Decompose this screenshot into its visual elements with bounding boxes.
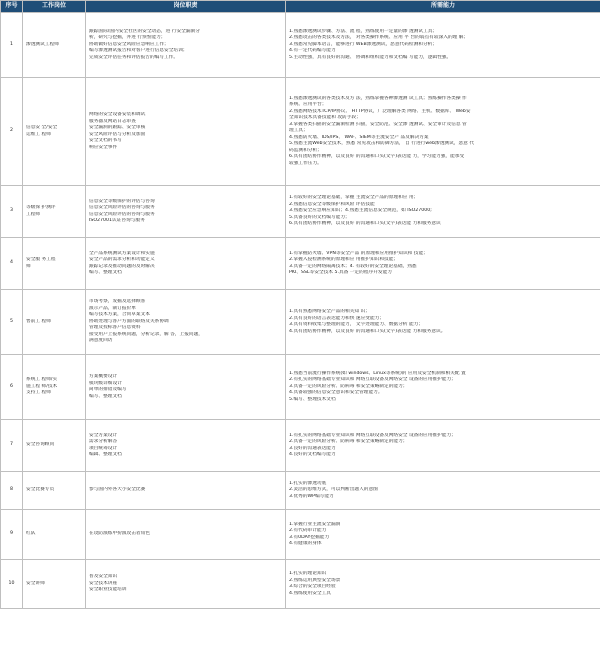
header-position: 工作岗位 — [23, 1, 86, 13]
duty-line: 网络的安全设备安装和调试 — [89, 112, 146, 117]
duty-line: 安全产品的需求分析和功能定义 — [89, 257, 155, 262]
position-cell — [23, 510, 86, 560]
abilities-cell — [286, 290, 600, 355]
position-text: 师 — [26, 263, 31, 269]
ability-line: 2.有代码审计能力 — [289, 528, 327, 533]
duty-line: 全产品系统测试方案设计和实施 — [89, 250, 155, 256]
duty-line: 完成安全评估任务和评估报告的编写工作。 — [89, 54, 179, 60]
duty-line: 市场考察，发掘及选择顾客 — [89, 299, 146, 305]
duties-cell — [86, 560, 286, 609]
duty-line: 安全漏洞的跟踪、安全审核 — [89, 125, 146, 130]
duties-cell — [86, 510, 286, 560]
ability-line: 4.有一定代码编写能力 — [289, 48, 336, 54]
duty-line: 析，研究与挖掘，并进 行预警能力； — [89, 35, 166, 41]
ability-line: 3.有0DAY挖掘能力 — [289, 534, 330, 540]
position-cell — [23, 355, 86, 420]
duties-cell — [86, 472, 286, 510]
ability-line: 4.具有团结协作精神，以及良好 的沟通和口头(文字)表达能 力和服务意识。 — [289, 328, 446, 334]
duty-line: 响应安全事件 — [89, 144, 118, 150]
row-number: 5 — [1, 290, 23, 355]
duty-line: ISO27001认证咨询与服务 — [89, 218, 145, 223]
row-number: 9 — [1, 510, 23, 560]
duty-line: 信息安全风险评估的咨询与服务 — [89, 211, 155, 217]
table-row — [1, 290, 600, 355]
duties-cell — [86, 13, 286, 78]
ability-line: 1.扎实的理论知识 — [289, 571, 327, 576]
row-number: 1 — [1, 13, 23, 78]
row-number: 3 — [1, 186, 23, 238]
ability-line: 2.掌握入侵检测系统的原理和应 用推护知识和技能； — [289, 257, 399, 262]
position-text: 工程师 — [26, 211, 41, 217]
abilities-cell — [286, 355, 600, 420]
duty-line: 满意度回访 — [89, 338, 113, 344]
abilities-cell — [286, 238, 600, 290]
duties-cell — [86, 186, 286, 238]
table-row — [1, 472, 600, 510]
ability-line: 4.具备较强的信息安全意识和安全管理能力。 — [289, 390, 383, 396]
ability-line: 3.具备一定的网络隔离技术；4. 有较好的安全理论基础，熟悉 — [289, 263, 417, 269]
ability-line: 4.熟练使用安全工具 — [289, 590, 331, 596]
ability-line: 3.掌握各类扫描的安全漏洞检测 扫描，安全防范、安全渗 透测试、安全审计及信息 管 — [289, 121, 467, 127]
ability-line: 4.有健康的身体 — [289, 541, 322, 546]
ability-line: 3.熟悉安全应急响应知识；4.熟悉主流信息安全规范，如 ISO27000; — [289, 208, 432, 214]
abilities-cell — [286, 420, 600, 472]
position-text: 系统工 程师/实 — [26, 377, 58, 383]
row-number: 10 — [1, 560, 23, 609]
position-text: 渗透测试工程师 — [26, 41, 59, 47]
abilities-cell — [286, 560, 600, 609]
ability-line: 5.熟悉主流Web安全技术，熟悉 常见攻击和防御方法， 自 行进行web渗透测试，恶意 代 — [289, 141, 475, 147]
duty-line: 编写渗透测试报告和对客户进行信息安全培训； — [89, 48, 188, 54]
duties-cell — [86, 290, 286, 355]
ability-line: 6.具有团结协作精神，以及良好 的沟通和口头(文字)表达能 力，学习能力强，能承受 — [289, 154, 465, 160]
ability-line: 1.掌握行业主流安全漏洞 — [289, 521, 341, 527]
duty-line: 安全方案设计 — [89, 432, 118, 438]
table-row — [1, 186, 600, 238]
position-text: 安全讲师 — [26, 580, 45, 586]
ability-line: 3.优秀的WP编写能力 — [289, 493, 334, 499]
duty-line: 普及安全知识 — [89, 574, 118, 580]
ability-line: 2.熟悉信息安全等级保护和风险 评估技能 — [289, 201, 375, 207]
position-text: 支持工 程师 — [26, 390, 51, 396]
duties-cell — [86, 238, 286, 290]
ability-line: 理工具； — [289, 128, 308, 134]
table-row — [1, 420, 600, 472]
row-number: 8 — [1, 472, 23, 510]
ability-line: 3.良好的沟通表达能力 — [289, 445, 336, 451]
ability-line: 码监测和分析； — [289, 147, 322, 153]
duty-line: 项目统筹设计 — [89, 445, 118, 451]
position-cell — [23, 560, 86, 609]
position-text: 安全咨询顾问 — [26, 442, 55, 448]
ability-line: 2.有扎实的网络基础专业知识和 网络互联设备及网络安全 设备的应用推护能力； — [289, 377, 456, 383]
ability-line: 2.熟悉网络技术TCP/IP协议、 HTTP协议，广泛理解各类 网络、主机、数据库、 Web安 — [289, 108, 471, 114]
abilities-cell — [286, 78, 600, 186]
position-text: 售前工 程师 — [26, 318, 51, 324]
ability-line: 1.熟悉渗透测试步骤、方法、流 程，熟练使用一定量的渗 透测试工具； — [289, 28, 438, 34]
abilities-cell — [286, 13, 600, 78]
position-text: 信息安 全/安全 — [26, 125, 58, 130]
position-cell — [23, 238, 86, 290]
ability-line: 1.具有熟悉网络安全产品的相关知 识； — [289, 309, 370, 314]
ability-line: 4.熟悉防火墙、IDS/IPS、 WAF、SIEM等主流安全产 品及解决方案 — [289, 134, 429, 140]
ability-line: 1.有掌握防火墙、VPN等安全产品 的原理和应用推护知识和 技能； — [289, 250, 428, 256]
ability-line: 1.有较好的安全理论基础，掌握 主流安全产品的原理和应 用； — [289, 195, 419, 201]
table-row — [1, 238, 600, 290]
ability-line: PKI、SSL等安全技术 5.具备 一定的程序开发能力 — [289, 270, 392, 275]
position-text: 等级保 护测评 — [26, 205, 56, 210]
duty-line: 跟踪国际/国内安全社区的安全动态，进 行安全漏洞分 — [89, 28, 200, 34]
position-text: 安全服 务工程 — [26, 257, 56, 262]
ability-line: 1.扎实的渗透功底 — [289, 480, 327, 486]
duty-line: 信息安全等级保护的评估与咨询 — [89, 198, 155, 204]
table-row — [1, 13, 600, 78]
row-number: 7 — [1, 420, 23, 472]
duties-cell — [86, 78, 286, 186]
header-row — [1, 1, 600, 13]
duty-line: 安全职业技能培训 — [89, 587, 127, 593]
duty-line: 安全技术讲座 — [89, 580, 118, 586]
duty-line: 需求分析解答 — [89, 439, 118, 444]
position-cell — [23, 290, 86, 355]
position-text: 施工程 师/技术 — [26, 383, 58, 389]
duty-line: 方案概要设计 — [89, 374, 118, 379]
position-cell — [23, 13, 86, 78]
table-row — [1, 560, 600, 609]
position-cell — [23, 186, 86, 238]
duty-line: 在攻防演练中扮演攻击者角色 — [89, 531, 150, 537]
header-abilities: 所需能力 — [286, 1, 600, 13]
ability-line: 2.具有良好的语言表达能力和快 速应变能力； — [289, 315, 385, 321]
duty-line: 编辑、整理文档 — [89, 452, 122, 457]
ability-line: 全知识技术具备技能和 攻防手段； — [289, 115, 361, 121]
duty-line: 编写技术方案，合同草案文本 — [89, 312, 150, 318]
table-body — [1, 13, 600, 609]
duty-line: 安全风险评估与分析及加固 — [89, 131, 146, 137]
duty-line: 服务器及网站日志审查 — [89, 118, 136, 124]
duty-line: 参与国内外各大小安全比赛 — [89, 487, 146, 493]
row-number: 6 — [1, 355, 23, 420]
duty-line: 跟踪记录及推动问题的及时解决 — [89, 263, 155, 269]
row-number: 4 — [1, 238, 23, 290]
ability-line: 3.熟悉常见脚本语言，能够进行 WEB渗透测试，恶意代码检测和分析； — [289, 41, 438, 47]
position-cell — [23, 472, 86, 510]
position-cell — [23, 420, 86, 472]
row-number: 2 — [1, 78, 23, 186]
ability-line: 2.熟悉攻击的各类技术及方法， 对各类操作系统、应用 平 台的弱点有较深入的理 解； — [289, 35, 469, 41]
ability-line: 2.熟练运用典型安全场景 — [289, 577, 341, 583]
ability-line: 3.综合的安全项目经验 — [289, 584, 336, 589]
position-text: 红队 — [26, 531, 36, 537]
ability-line: 5.编写、整理技术文档 — [289, 396, 336, 402]
ability-line: 3.具备一定的风险分析、防病毒 和安全策略制定的能力； — [289, 383, 408, 389]
ability-line: 1.有扎实的网络基础专业知识和 网络互联设备及网络安全 设备的应用推护能力； — [289, 432, 456, 438]
table-row — [1, 78, 600, 186]
abilities-cell — [286, 186, 600, 238]
duty-line: 编写、整理文档 — [89, 270, 122, 275]
table-row — [1, 510, 600, 560]
duty-line: 编写、整理文档 — [89, 393, 122, 399]
duty-line: 信息安全风险评估的咨询与服务 — [89, 205, 155, 210]
ability-line: 4.良好的文档编写能力 — [289, 452, 336, 457]
abilities-cell — [286, 472, 600, 510]
ability-line: 2.灵活的思维方式，可以判断出题人的意图 — [289, 487, 378, 493]
duty-line: 管理及投标客户信息资料 — [89, 325, 141, 331]
ability-line: 2.具备一定的风险分析、防病毒 和安全策略制定的能力； — [289, 439, 408, 444]
position-cell — [23, 78, 86, 186]
duty-line: 协助处理与客户方面的联络及关系协调 — [89, 318, 169, 324]
header-no: 序号 — [1, 1, 23, 13]
position-text: 运维工 程师 — [26, 131, 51, 137]
ability-line: 1.熟悉当前流行操作系统(如 windows、Linux等系统)的 应用及安全机制和相关配 置 — [289, 370, 466, 376]
ability-line: 5.具备良好的文档编写能力； — [289, 214, 350, 220]
ability-line: 6.具有团结协作精神，以及良好 的沟通和口头(文字)表达能 力和服务意识 — [289, 221, 441, 227]
duty-line: 协助做好信息安全风险应急响应工作； — [89, 41, 169, 47]
abilities-cell — [286, 510, 600, 560]
duty-line: 简单的排错及编写 — [89, 387, 127, 392]
ability-line: 1.熟悉渗透测试的各类技术及方 法，熟练掌握各种渗透测 试工具；熟练操作各类操 作 — [289, 95, 467, 101]
ability-line: 5.主动性强，具有良好的沟通、 协调和组织能力和文档编 写能力，逻辑性强。 — [289, 54, 452, 60]
duties-cell — [86, 355, 286, 420]
duties-cell — [86, 420, 286, 472]
duty-line: 模块级详细设计 — [89, 380, 122, 386]
ability-line: 较强工作压力。 — [289, 160, 322, 166]
table-row — [1, 355, 600, 420]
position-text: 安全比赛专员 — [26, 487, 55, 493]
duty-line: 安全文档的书写 — [89, 138, 122, 143]
duty-line: 演示产品，制订报价单 — [89, 305, 136, 311]
header-duties: 岗位职责 — [86, 1, 286, 13]
ability-line: 3.具有资料收集与整理的能力， 文字处理能力、数据分析 能力； — [289, 322, 424, 327]
duty-line: 接受用户上报系统问题，分析记录，解 答，上报问题， — [89, 331, 203, 337]
ability-line: 系统、应用平台； — [289, 102, 327, 108]
